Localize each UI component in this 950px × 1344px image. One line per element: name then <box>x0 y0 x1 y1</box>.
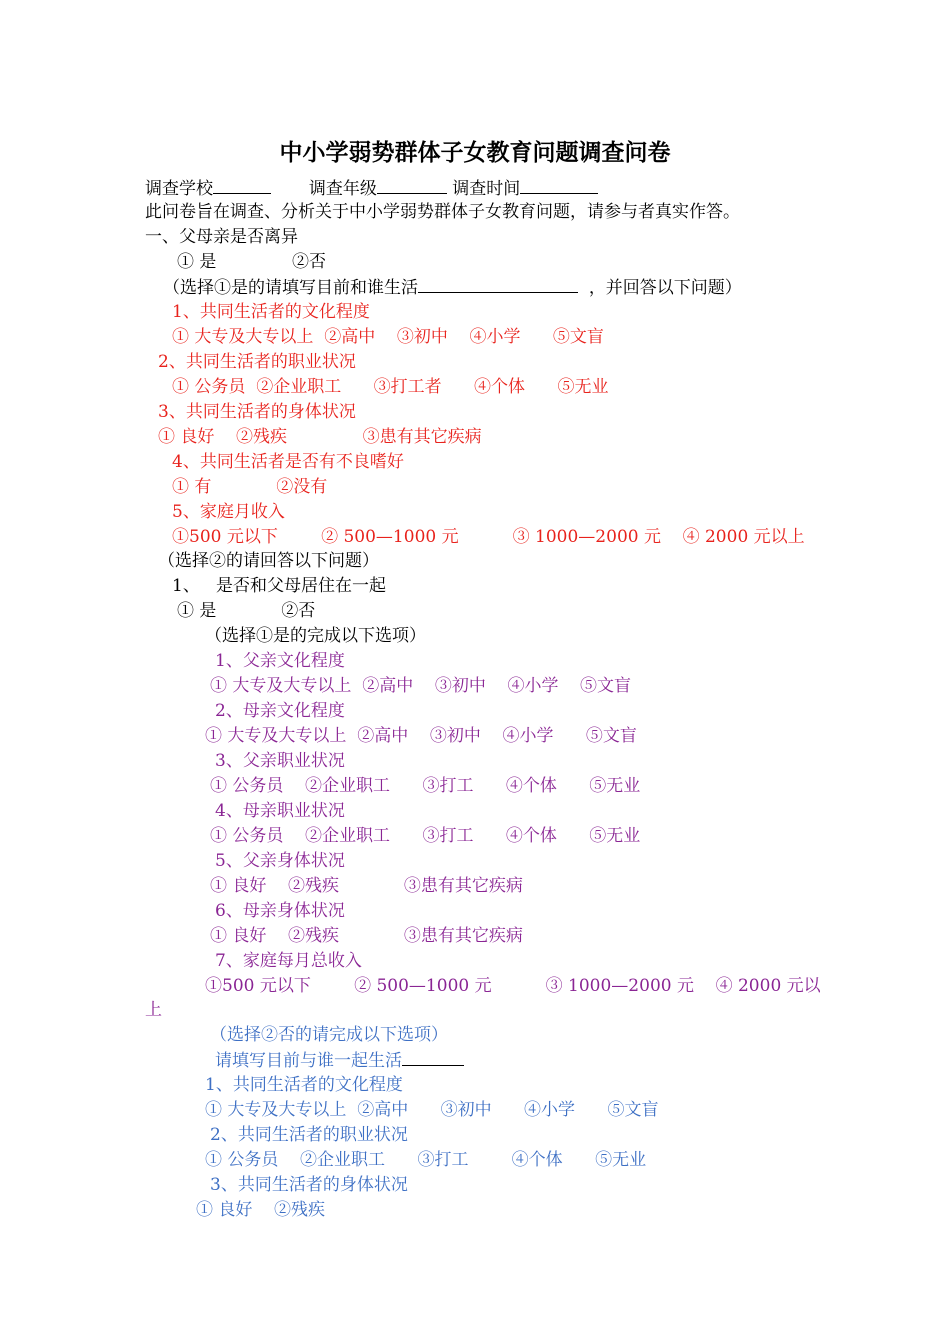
red-q3: 3、共同生活者的身体状况 <box>158 402 356 422</box>
blue-note: （选择②否的请完成以下选项） <box>210 1025 448 1045</box>
red-q5: 5、家庭月收入 <box>172 502 285 522</box>
survey-header <box>145 176 598 200</box>
purple-q6-options[interactable]: ① 良好 ②残疾 ③患有其它疾病 <box>210 926 523 946</box>
purple-q7-options[interactable]: ①500 元以下 ② 500—1000 元 ③ 1000—2000 元 ④ 2000 元以 <box>205 976 821 996</box>
red-q2-options[interactable]: ① 公务员 ②企业职工 ③打工者 ④个体 ⑤无业 <box>172 377 609 397</box>
red-q1: 1、共同生活者的文化程度 <box>172 302 370 322</box>
blue-live-with: 请填写目前与谁一起生活 <box>215 1048 464 1072</box>
blue-q3: 3、共同生活者的身体状况 <box>210 1175 408 1195</box>
red-q5-options[interactable]: ①500 元以下 ② 500—1000 元 ③ 1000—2000 元 ④ 2000 元以上 <box>172 527 805 547</box>
purple-q3-options[interactable]: ① 公务员 ②企业职工 ③打工 ④个体 ⑤无业 <box>210 776 641 796</box>
blue-live-with-blank[interactable] <box>402 1048 464 1066</box>
intro-text: 此问卷旨在调查、分析关于中小学弱势群体子女教育问题，请参与者真实作答。 <box>145 202 740 222</box>
purple-q7: 7、家庭每月总收入 <box>215 951 362 971</box>
blue-q1: 1、共同生活者的文化程度 <box>205 1075 403 1095</box>
purple-q6: 6、母亲身体状况 <box>215 901 345 921</box>
purple-q2-options[interactable]: ① 大专及大专以上 ②高中 ③初中 ④小学 ⑤文盲 <box>205 726 637 746</box>
red-q3-options[interactable]: ① 良好 ②残疾 ③患有其它疾病 <box>158 427 482 447</box>
purple-q7-options-wrap: 上 <box>145 1000 162 1020</box>
purple-q4-options[interactable]: ① 公务员 ②企业职工 ③打工 ④个体 ⑤无业 <box>210 826 641 846</box>
page-title: 中小学弱势群体子女教育问题调查问卷 <box>279 139 671 166</box>
purple-q5: 5、父亲身体状况 <box>215 851 345 871</box>
red-q1-options[interactable]: ① 大专及大专以上 ②高中 ③初中 ④小学 ⑤文盲 <box>172 327 604 347</box>
purple-q1: 1、父亲文化程度 <box>215 651 345 671</box>
blue-q3-options[interactable]: ① 良好 ②残疾 <box>196 1200 326 1220</box>
time-label: 调查时间 <box>452 179 521 199</box>
time-blank[interactable] <box>520 176 598 194</box>
q2-options[interactable]: ① 是 ②否 <box>177 601 316 621</box>
school-label: 调查学校 <box>145 179 213 199</box>
blue-q2: 2、共同生活者的职业状况 <box>210 1125 408 1145</box>
q2-sub-note: （选择①是的完成以下选项） <box>205 626 426 646</box>
purple-q2: 2、母亲文化程度 <box>215 701 345 721</box>
purple-q1-options[interactable]: ① 大专及大专以上 ②高中 ③初中 ④小学 ⑤文盲 <box>210 676 632 696</box>
grade-blank[interactable] <box>377 176 447 194</box>
school-blank[interactable] <box>213 176 271 194</box>
q2-question: 1、 是否和父母居住在一起 <box>172 576 387 596</box>
q1-options[interactable]: ① 是 ②否 <box>177 252 327 272</box>
q1-note: （选择①是的请填写目前和谁生活 ，并回答以下问题） <box>163 275 742 299</box>
q2-note: （选择②的请回答以下问题） <box>158 551 379 571</box>
purple-q4: 4、母亲职业状况 <box>215 801 345 821</box>
grade-label: 调查年级 <box>308 179 377 199</box>
q1-question: 一、父母亲是否离异 <box>145 227 298 247</box>
red-q4-options[interactable]: ① 有 ②没有 <box>172 477 328 497</box>
red-q2: 2、共同生活者的职业状况 <box>158 352 356 372</box>
purple-q3: 3、父亲职业状况 <box>215 751 345 771</box>
red-q4: 4、共同生活者是否有不良嗜好 <box>172 452 404 472</box>
blue-q1-options[interactable]: ① 大专及大专以上 ②高中 ③初中 ④小学 ⑤文盲 <box>205 1100 659 1120</box>
blue-q2-options[interactable]: ① 公务员 ②企业职工 ③打工 ④个体 ⑤无业 <box>205 1150 647 1170</box>
live-with-blank[interactable] <box>418 275 578 293</box>
purple-q5-options[interactable]: ① 良好 ②残疾 ③患有其它疾病 <box>210 876 523 896</box>
